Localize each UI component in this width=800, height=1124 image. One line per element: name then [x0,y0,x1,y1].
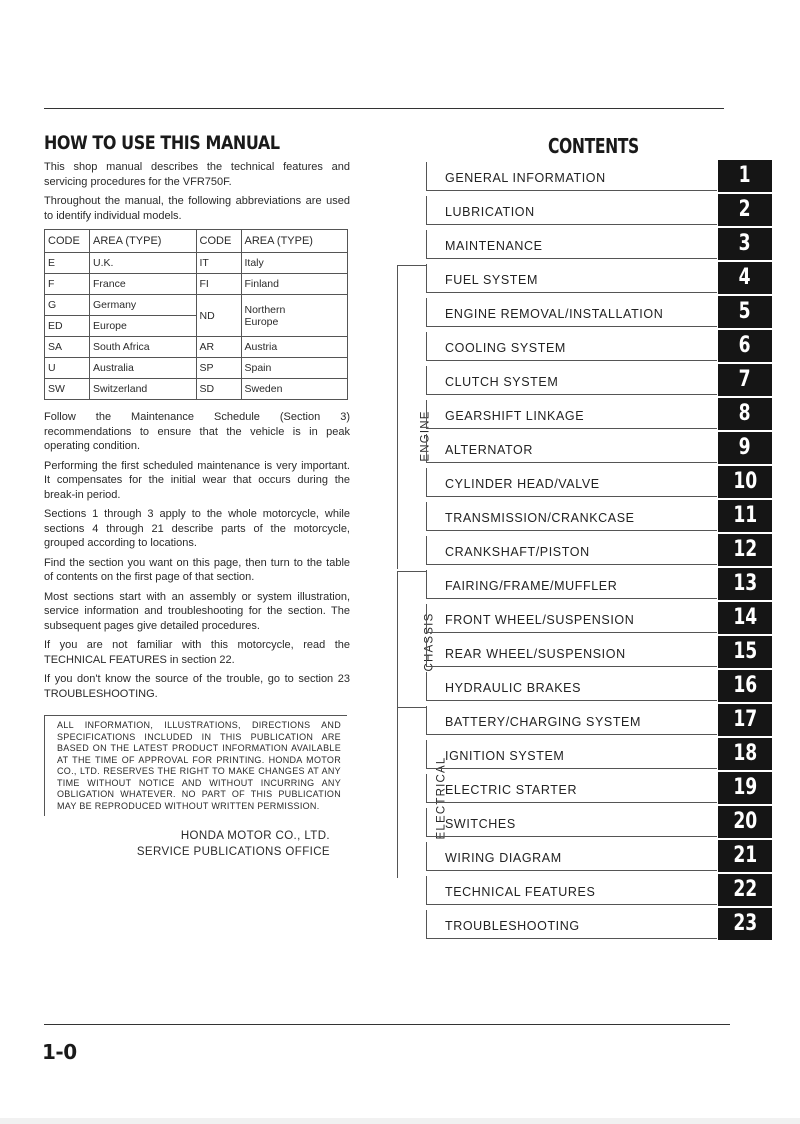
table-cell: Finland [241,274,348,295]
intro-paragraph-1: This shop manual describes the technical features and servicing procedures for the VFR750F. [44,161,350,188]
section-number-tab[interactable] [718,432,772,464]
section-number-tab[interactable] [718,364,772,396]
table-header: CODE [45,230,90,253]
contents-item[interactable] [426,806,772,840]
table-cell: G [45,295,90,316]
table-cell: France [90,274,197,295]
chassis-group-label: CHASSIS [423,612,436,672]
section-number: 1 [739,163,751,188]
section-number: 10 [733,469,757,494]
section-number-tab[interactable] [718,704,772,736]
table-cell: FI [196,274,241,295]
contents-item[interactable] [426,330,772,364]
section-number-tab[interactable] [718,296,772,328]
contents-item[interactable] [426,636,772,670]
publisher-office: SERVICE PUBLICATIONS OFFICE [136,846,330,858]
contents-item-box [426,298,717,327]
contents-item-title: ALTERNATOR [445,443,533,457]
section-number: 19 [733,775,757,800]
section-number-tab[interactable] [718,568,772,600]
contents-item[interactable] [426,908,772,942]
table-row [45,379,348,400]
table-cell: F [45,274,90,295]
section-number-tab[interactable] [718,194,772,226]
sections-paragraph: Sections 1 through 3 apply to the whole motorcycle, while sections 4 through 21 describe parts of the motorcycle, grouped according to locations. [44,508,350,549]
contents-item[interactable] [426,194,772,228]
table-cell-line: Europe [244,315,279,328]
contents-item-title: TROUBLESHOOTING [445,919,580,933]
contents-item-box [426,672,717,701]
table-cell [241,295,348,337]
table-cell: U.K. [90,253,197,274]
contents-item-box [426,162,717,191]
contents-item-title: WIRING DIAGRAM [445,851,562,865]
contents-item-title: CRANKSHAFT/PISTON [445,545,590,559]
section-number-tab[interactable] [718,534,772,566]
how-to-use-section [44,132,350,860]
intro-paragraph-2: Throughout the manual, the following abbreviations are used to identify individual models. [44,195,350,222]
contents-item[interactable] [426,602,772,636]
contents-item[interactable] [426,704,772,738]
section-number: 20 [733,809,757,834]
section-number-tab[interactable] [718,670,772,702]
table-cell: SA [45,337,90,358]
contents-item-title: FRONT WHEEL/SUSPENSION [445,613,635,627]
section-number: 14 [733,605,757,630]
contents-item[interactable] [426,432,772,466]
table-header: AREA (TYPE) [241,230,348,253]
section-number-tab[interactable] [718,466,772,498]
find-section-paragraph: Find the section you want on this page, then turn to the table of contents on the first page of that section. [44,556,350,583]
section-number-tab[interactable] [718,262,772,294]
contents-item-box [426,570,717,599]
contents-item-box [426,910,717,939]
section-number: 5 [739,299,751,324]
section-number: 21 [733,843,757,868]
engine-group-label: ENGINE [419,410,432,462]
contents-item[interactable] [426,500,772,534]
contents-item-title: IGNITION SYSTEM [445,749,565,763]
table-cell: SP [196,358,241,379]
publisher-company: HONDA MOTOR CO., LTD. [180,830,330,842]
contents-item-box [426,706,717,735]
contents-item-title: LUBRICATION [445,205,535,219]
section-number-tab[interactable] [718,398,772,430]
contents-item-box [426,434,717,463]
contents-item-title: FAIRING/FRAME/MUFFLER [445,579,618,593]
first-maintenance-paragraph: Performing the first scheduled maintenance is very important. It compensates for the initial wear that occurs during the break-in period. [44,459,350,501]
contents-item-box [426,230,717,259]
contents-item-box [426,808,717,837]
contents-item-box [426,536,717,565]
contents-item-title: COOLING SYSTEM [445,341,566,355]
section-number-tab[interactable] [718,874,772,906]
footer-strip [0,1118,800,1124]
section-number-tab[interactable] [718,738,772,770]
technical-features-paragraph: If you are not familiar with this motorcycle, read the TECHNICAL FEATURES in section 22. [44,639,350,666]
contents-item[interactable] [426,262,772,296]
table-cell-line: Northern [244,303,286,316]
table-cell: Italy [241,253,348,274]
model-code-table [44,229,348,400]
contents-item[interactable] [426,160,772,194]
section-number: 7 [739,367,751,392]
contents-item[interactable] [426,874,772,908]
contents-item-title: CLUTCH SYSTEM [445,375,559,389]
table-cell: ND [196,295,241,337]
chassis-group-bracket [397,571,436,708]
table-cell: ED [45,316,90,337]
section-number: 6 [739,333,751,358]
contents-item-box [426,638,717,667]
table-cell: Austria [241,337,348,358]
table-cell: Sweden [241,379,348,400]
table-cell: Europe [90,316,197,337]
schedule-paragraph: Follow the Maintenance Schedule (Section 3) recommendations to ensure that the vehicle is in peak operating condition. [44,411,350,452]
contents-item-title: SWITCHES [445,817,516,831]
section-number-tab[interactable] [718,636,772,668]
section-number-tab[interactable] [718,772,772,804]
contents-item-box [426,366,717,395]
section-number-tab[interactable] [718,160,772,192]
contents-item[interactable] [426,738,772,772]
page-number: 1-0 [42,1040,77,1064]
section-number: 23 [733,911,757,936]
contents-item-title: HYDRAULIC BRAKES [445,681,582,695]
section-number-tab[interactable] [718,602,772,634]
contents-item-box [426,876,717,905]
contents-item-title: GENERAL INFORMATION [445,171,606,185]
table-row [45,358,348,379]
contents-item-box [426,774,717,803]
table-cell: South Africa [90,337,197,358]
how-to-use-heading: HOW TO USE THIS MANUAL [44,132,280,154]
table-cell: Switzerland [90,379,197,400]
electrical-group-bracket [397,707,448,878]
contents-item[interactable] [426,534,772,568]
publisher-block [44,828,350,860]
contents-item-box [426,196,717,225]
section-number-tab[interactable] [718,908,772,940]
table-header-row [45,230,348,253]
copyright-notice: ALL INFORMATION, ILLUSTRATIONS, DIRECTIONS AND SPECIFICATIONS INCLUDED IN THIS PUBLICATION ARE BASED ON THE LATEST PRODUCT INFORMATION AVAILABLE AT THE TIME OF APPROVAL FOR PRINTING. HONDA MOTOR CO., LTD. RESERVES THE RIGHT TO MAKE CHANGES AT ANY TIME WITHOUT NOTICE AND WITHOUT INCURRING ANY OBLIGATION WHATEVER. NO PART OF THIS PUBLICATION MAY BE REPRODUCED WITHOUT WRITTEN PERMISSION. [44,715,347,816]
contents-item-title: FUEL SYSTEM [445,273,538,287]
contents-item-box [426,842,717,871]
contents-item-title: REAR WHEEL/SUSPENSION [445,647,626,661]
contents-item-title: MAINTENANCE [445,239,543,253]
section-structure-paragraph: Most sections start with an assembly or system illustration, service information and troubleshooting for the section. The subsequent pages give detailed procedures. [44,590,350,632]
table-row [45,295,348,316]
contents-item-title: ENGINE REMOVAL/INSTALLATION [445,307,664,321]
table-cell: IT [196,253,241,274]
contents-item[interactable] [426,296,772,330]
section-number: 3 [739,231,751,256]
table-row [45,274,348,295]
section-number: 2 [739,197,751,222]
contents-item-box [426,740,717,769]
contents-item-title: BATTERY/CHARGING SYSTEM [445,715,642,729]
contents-item-title: ELECTRIC STARTER [445,783,578,797]
contents-item-title: TRANSMISSION/CRANKCASE [445,511,635,525]
section-number: 22 [733,877,757,902]
contents-list [426,160,772,942]
contents-item[interactable] [426,228,772,262]
table-cell: Spain [241,358,348,379]
section-number-tab[interactable] [718,330,772,362]
contents-item-box [426,264,717,293]
contents-item[interactable] [426,568,772,602]
top-rule [44,108,724,109]
table-cell: U [45,358,90,379]
section-number: 17 [733,707,757,732]
section-number: 12 [733,537,757,562]
contents-item-title: TECHNICAL FEATURES [445,885,596,899]
contents-item-box [426,604,717,633]
contents-item[interactable] [426,466,772,500]
section-number-tab[interactable] [718,806,772,838]
table-row [45,337,348,358]
bottom-rule [44,1024,730,1025]
table-header: CODE [196,230,241,253]
table-cell: Germany [90,295,197,316]
contents-item-title: GEARSHIFT LINKAGE [445,409,585,423]
contents-heading: CONTENTS [548,134,639,158]
contents-item[interactable] [426,840,772,874]
section-number: 13 [733,571,757,596]
contents-item-box [426,502,717,531]
engine-group-bracket [397,265,432,569]
table-cell: E [45,253,90,274]
section-number: 8 [739,401,751,426]
electrical-group-label: ELECTRICAL [435,756,448,840]
table-cell: SW [45,379,90,400]
section-number: 9 [739,435,751,460]
section-number-tab[interactable] [718,500,772,532]
contents-item-box [426,468,717,497]
contents-item[interactable] [426,398,772,432]
section-number-tab[interactable] [718,228,772,260]
contents-item-box [426,332,717,361]
contents-item-title: CYLINDER HEAD/VALVE [445,477,600,491]
section-number: 11 [733,503,757,528]
section-number: 16 [733,673,757,698]
section-number: 18 [733,741,757,766]
table-row [45,253,348,274]
contents-item[interactable] [426,670,772,704]
troubleshooting-paragraph: If you don't know the source of the trouble, go to section 23 TROUBLESHOOTING. [44,673,350,700]
table-cell: AR [196,337,241,358]
table-header: AREA (TYPE) [90,230,197,253]
table-cell: SD [196,379,241,400]
contents-item-box [426,400,717,429]
section-number: 4 [739,265,751,290]
table-cell: Australia [90,358,197,379]
contents-item[interactable] [426,772,772,806]
contents-item[interactable] [426,364,772,398]
section-number: 15 [733,639,757,664]
section-number-tab[interactable] [718,840,772,872]
